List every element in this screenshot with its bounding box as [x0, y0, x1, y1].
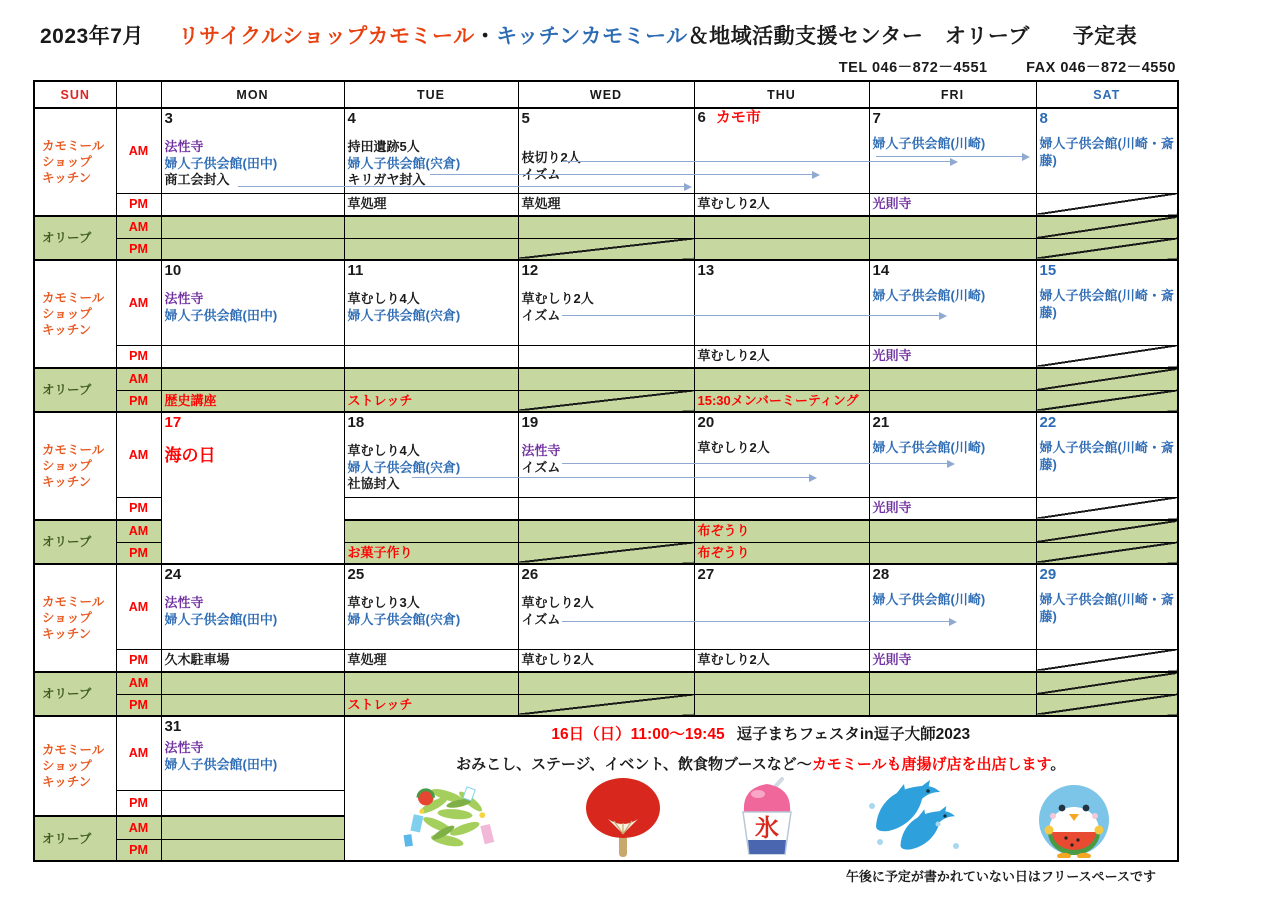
weekday-header-row: [34, 81, 1178, 108]
cell-w5-oam-mon: [161, 816, 344, 839]
row-label-olive: オリーブ: [34, 216, 116, 260]
cell-w2-opm-thu: [694, 390, 869, 412]
cell-w1-opm-wed-crossed: [518, 238, 694, 260]
cell-w1-am-thu: [694, 108, 869, 193]
event: 婦人子供会館(田中): [164, 307, 278, 323]
festival-title: 逗子まちフェスタin逗子大師2023: [736, 726, 971, 743]
pm-label: PM: [116, 790, 161, 816]
cell-w1-opm-fri: [869, 238, 1036, 260]
cell-w4-oam-tue: [344, 672, 518, 694]
event: 草むしり2人: [697, 348, 770, 364]
day-number: 19: [521, 414, 539, 431]
tanabata-bamboo-icon: [396, 782, 514, 858]
day-number: 5: [521, 110, 530, 127]
dolphins-icon: [866, 780, 966, 858]
cell-w3-am-fri: [869, 412, 1036, 497]
cell-w2-oam-wed: [518, 368, 694, 390]
row-label-olive: オリーブ: [34, 672, 116, 716]
cell-w4-oam-mon: [161, 672, 344, 694]
cell-w1-am-sat: [1036, 108, 1178, 193]
event: 草むしり2人: [697, 196, 770, 212]
event: 光則寺: [872, 652, 912, 668]
cell-w1-pm-mon: [161, 193, 344, 216]
cell-w3-oam-tue: [344, 520, 518, 542]
day-number: 17: [164, 414, 182, 431]
cell-w1-oam-thu: [694, 216, 869, 238]
cell-w2-oam-tue: [344, 368, 518, 390]
day-number: 6: [697, 109, 706, 126]
cell-w4-pm-wed: [518, 649, 694, 672]
cell-w3-opm-fri: [869, 542, 1036, 564]
day-number: 13: [697, 262, 715, 279]
header-fri: FRI: [869, 81, 1036, 108]
schedule-table: [33, 80, 1179, 862]
event: 婦人子供会館(川崎・斎藤): [1039, 136, 1174, 168]
title-kitchen: キッチンカモミール: [496, 25, 688, 48]
festival-announcement: [344, 716, 1178, 861]
event: 婦人子供会館(川崎): [872, 136, 986, 151]
cell-w1-oam-mon: [161, 216, 344, 238]
title-month: 2023年7月: [40, 25, 144, 48]
olive-pm-label: PM: [116, 542, 161, 564]
cell-w1-pm-thu: [694, 193, 869, 216]
pm-label: PM: [116, 497, 161, 520]
cell-w5-opm-mon: [161, 839, 344, 861]
cell-w1-oam-tue: [344, 216, 518, 238]
cell-w3-opm-tue: [344, 542, 518, 564]
row-label-olive: オリーブ: [34, 816, 116, 861]
cell-w4-am-thu: [694, 564, 869, 649]
cell-w3-am-thu: [694, 412, 869, 497]
event: 法性寺: [164, 595, 204, 610]
day-number: 22: [1039, 414, 1057, 431]
schedule-arrow: [412, 477, 815, 478]
event: 枝切り2人: [521, 150, 581, 165]
cell-w2-pm-thu: [694, 345, 869, 368]
event: 婦人子供会館(川崎): [872, 592, 986, 607]
cell-w4-opm-tue: [344, 694, 518, 716]
cell-w1-opm-thu: [694, 238, 869, 260]
cell-w4-pm-thu: [694, 649, 869, 672]
cell-w4-oam-sat-crossed: [1036, 672, 1178, 694]
tel-number: TEL 046－872－4551: [838, 60, 988, 76]
row-label-chamomile: カモミール ショップ キッチン: [34, 412, 116, 520]
contact-line: [839, 56, 1176, 77]
olive-pm-label: PM: [116, 390, 161, 412]
cell-w2-am-wed: [518, 260, 694, 345]
cell-w4-opm-thu: [694, 694, 869, 716]
row-label-chamomile: カモミール ショップ キッチン: [34, 716, 116, 816]
cell-w4-opm-mon: [161, 694, 344, 716]
pm-label: PM: [116, 345, 161, 368]
event: 法性寺: [164, 291, 204, 306]
event: 草処理: [347, 196, 387, 212]
cell-w1-am-tue: [344, 108, 518, 193]
event: 歴史講座: [164, 392, 217, 408]
cell-w3-oam-wed: [518, 520, 694, 542]
cell-w1-am-mon: [161, 108, 344, 193]
event: 光則寺: [872, 500, 912, 516]
header-thu: THU: [694, 81, 869, 108]
cell-w2-pm-tue: [344, 345, 518, 368]
cell-w2-pm-wed: [518, 345, 694, 368]
title-rest: ＆地域活動支援センター オリーブ 予定表: [687, 25, 1138, 48]
day-number: 25: [347, 566, 365, 583]
row-label-chamomile: カモミール ショップ キッチン: [34, 260, 116, 368]
event: 法性寺: [164, 740, 204, 755]
cell-w2-am-mon: [161, 260, 344, 345]
event: 草処理: [521, 196, 561, 212]
event: 婦人子供会館(宍倉): [347, 155, 461, 171]
event: イズム: [521, 459, 561, 475]
event: 婦人子供会館(川崎): [872, 288, 986, 303]
schedule-arrow: [562, 621, 955, 622]
event: 草処理: [347, 652, 387, 668]
day-number: 14: [872, 262, 890, 279]
day-number: 8: [1039, 110, 1048, 127]
olive-pm-label: PM: [116, 839, 161, 861]
event: 婦人子供会館(宍倉): [347, 459, 461, 475]
row-label-chamomile: カモミール ショップ キッチン: [34, 108, 116, 216]
cell-w2-oam-sat-crossed: [1036, 368, 1178, 390]
cell-w1-oam-wed: [518, 216, 694, 238]
header-mon: MON: [161, 81, 344, 108]
event: 草むしり2人: [521, 291, 594, 306]
cell-w3-am-wed: [518, 412, 694, 497]
shaved-ice-icon: [733, 776, 801, 858]
cell-w4-am-mon: [161, 564, 344, 649]
cell-w3-pm-tue: [344, 497, 518, 520]
page-title: [40, 20, 1137, 50]
day-number: 24: [164, 566, 182, 583]
event: 草むしり2人: [521, 595, 594, 610]
cell-w1-pm-sat-crossed: [1036, 193, 1178, 216]
day-number: 28: [872, 566, 890, 583]
cell-w3-pm-wed: [518, 497, 694, 520]
event: 婦人子供会館(田中): [164, 155, 278, 171]
cell-w4-oam-wed: [518, 672, 694, 694]
holiday-label: 海の日: [164, 446, 216, 465]
cell-w4-oam-thu: [694, 672, 869, 694]
cell-w2-oam-mon: [161, 368, 344, 390]
cell-w4-pm-fri: [869, 649, 1036, 672]
event: 草むしり3人: [347, 595, 420, 610]
cell-w4-am-tue: [344, 564, 518, 649]
event: 草むしり2人: [697, 652, 770, 668]
cell-w2-opm-wed-crossed: [518, 390, 694, 412]
cell-w4-opm-wed-crossed: [518, 694, 694, 716]
event: 婦人子供会館(田中): [164, 756, 278, 772]
cell-w2-am-fri: [869, 260, 1036, 345]
cell-w1-pm-wed: [518, 193, 694, 216]
festival-line1: [348, 722, 1175, 744]
svg-text:氷: 氷: [754, 815, 779, 842]
event: イズム: [521, 611, 561, 627]
event: 布ぞうり: [697, 544, 750, 560]
cell-w4-opm-fri: [869, 694, 1036, 716]
cell-w3-am-tue: [344, 412, 518, 497]
day-number: 26: [521, 566, 539, 583]
cell-w2-am-sat: [1036, 260, 1178, 345]
day-number: 27: [697, 566, 715, 583]
cell-w1-opm-mon: [161, 238, 344, 260]
cell-w2-oam-thu: [694, 368, 869, 390]
event: 草むしり4人: [347, 291, 420, 306]
cell-w1-pm-tue: [344, 193, 518, 216]
pm-label: PM: [116, 649, 161, 672]
cell-w3-opm-thu: [694, 542, 869, 564]
cell-w1-opm-sat-crossed: [1036, 238, 1178, 260]
event: 草むしり4人: [347, 443, 420, 458]
event: 社協封入: [347, 476, 400, 491]
cell-w2-pm-sat-crossed: [1036, 345, 1178, 368]
event: 商工会封入: [164, 172, 230, 187]
day-number: 10: [164, 262, 182, 279]
am-label: AM: [116, 564, 161, 649]
event: 法性寺: [521, 443, 561, 458]
am-label: AM: [116, 108, 161, 193]
cell-w2-opm-mon: [161, 390, 344, 412]
schedule-arrow: [430, 174, 818, 175]
cell-w4-am-wed: [518, 564, 694, 649]
event: 光則寺: [872, 348, 912, 364]
olive-am-label: AM: [116, 216, 161, 238]
row-label-chamomile: カモミール ショップ キッチン: [34, 564, 116, 672]
schedule-arrow: [562, 315, 945, 316]
schedule-arrow: [876, 156, 1028, 157]
cell-w2-opm-tue: [344, 390, 518, 412]
title-shop: リサイクルショップカモミール: [178, 25, 475, 48]
event: 法性寺: [164, 139, 204, 154]
event: ストレッチ: [347, 696, 413, 712]
event: 15:30メンバーミーティング: [697, 392, 859, 408]
cell-w4-pm-tue: [344, 649, 518, 672]
cell-w5-pm-mon: [161, 790, 344, 816]
footer-note: 午後に予定が書かれていない日はフリースペースです: [845, 869, 1156, 884]
schedule-arrow: [238, 186, 690, 187]
cell-w2-opm-sat-crossed: [1036, 390, 1178, 412]
am-label: AM: [116, 412, 161, 497]
olive-am-label: AM: [116, 816, 161, 839]
event: 婦人子供会館(川崎・斎藤): [1039, 440, 1174, 472]
olive-pm-label: PM: [116, 238, 161, 260]
festival-datetime: 16日（日）11:00～19:45: [551, 726, 725, 743]
header-blank: [116, 81, 161, 108]
cell-w1-opm-tue: [344, 238, 518, 260]
cell-w1-am-fri: [869, 108, 1036, 193]
event: イズム: [521, 166, 561, 182]
day-number: 4: [347, 110, 356, 127]
summer-icons-row: [348, 774, 1175, 860]
title-dot: ・: [474, 25, 497, 48]
event: 婦人子供会館(川崎・斎藤): [1039, 592, 1174, 624]
day-number: 31: [164, 718, 182, 735]
uchiwa-fan-icon: [579, 778, 667, 858]
cell-w2-am-tue: [344, 260, 518, 345]
header-tue: TUE: [344, 81, 518, 108]
cell-w1-pm-fri: [869, 193, 1036, 216]
header-sun: SUN: [34, 81, 116, 108]
event: 婦人子供会館(宍倉): [347, 307, 461, 323]
cell-w3-oam-sat-crossed: [1036, 520, 1178, 542]
festival-line2: おみこし、ステージ、イベント、飲食物ブースなど～カモミールも唐揚げ店を出店します。: [456, 756, 1066, 773]
header-sat: SAT: [1036, 81, 1178, 108]
event: イズム: [521, 307, 561, 323]
schedule-arrow: [562, 463, 953, 464]
kamoichi-label: カモ市: [715, 109, 761, 126]
event: 婦人子供会館(川崎): [872, 440, 986, 455]
cell-w2-pm-fri: [869, 345, 1036, 368]
cell-w1-oam-sat-crossed: [1036, 216, 1178, 238]
penguin-watermelon-icon: [1032, 778, 1116, 858]
cell-w3-am-sat: [1036, 412, 1178, 497]
event: 草むしり2人: [697, 440, 770, 455]
cell-w3-opm-sat-crossed: [1036, 542, 1178, 564]
olive-am-label: AM: [116, 672, 161, 694]
event: ストレッチ: [347, 392, 413, 408]
cell-w2-am-thu: [694, 260, 869, 345]
cell-w4-oam-fri: [869, 672, 1036, 694]
event: お菓子作り: [347, 544, 413, 560]
day-number: 18: [347, 414, 365, 431]
day-number: 29: [1039, 566, 1057, 583]
event: 布ぞうり: [697, 523, 750, 539]
day-number: 7: [872, 110, 881, 127]
day-number: 11: [347, 262, 364, 279]
event: 久木駐車場: [164, 652, 230, 668]
am-label: AM: [116, 260, 161, 345]
olive-pm-label: PM: [116, 694, 161, 716]
schedule-arrow: [562, 161, 956, 162]
event: 光則寺: [872, 196, 912, 212]
event: 婦人子供会館(田中): [164, 611, 278, 627]
day-number: 12: [521, 262, 539, 279]
olive-am-label: AM: [116, 368, 161, 390]
event: 婦人子供会館(宍倉): [347, 611, 461, 627]
cell-w4-opm-sat-crossed: [1036, 694, 1178, 716]
event: キリガヤ封入: [347, 172, 426, 187]
pm-label: PM: [116, 193, 161, 216]
cell-w3-mon-holiday: [161, 412, 344, 564]
cell-w3-pm-fri: [869, 497, 1036, 520]
day-number: 15: [1039, 262, 1057, 279]
cell-w4-pm-sat-crossed: [1036, 649, 1178, 672]
day-number: 3: [164, 110, 173, 127]
day-number: 21: [872, 414, 890, 431]
cell-w2-opm-fri: [869, 390, 1036, 412]
cell-w3-oam-fri: [869, 520, 1036, 542]
cell-w5-am-mon: [161, 716, 344, 790]
fax-number: FAX 046－872－4550: [1026, 60, 1176, 76]
row-label-olive: オリーブ: [34, 520, 116, 564]
cell-w4-pm-mon: [161, 649, 344, 672]
cell-w1-am-wed: [518, 108, 694, 193]
am-label: AM: [116, 716, 161, 790]
olive-am-label: AM: [116, 520, 161, 542]
event: 草むしり2人: [521, 652, 594, 668]
row-label-olive: オリーブ: [34, 368, 116, 412]
event: 婦人子供会館(川崎・斎藤): [1039, 288, 1174, 320]
cell-w3-oam-thu: [694, 520, 869, 542]
cell-w2-oam-fri: [869, 368, 1036, 390]
cell-w2-pm-mon: [161, 345, 344, 368]
cell-w3-pm-sat-crossed: [1036, 497, 1178, 520]
event: 持田遺跡5人: [347, 139, 420, 154]
cell-w3-pm-thu: [694, 497, 869, 520]
cell-w4-am-fri: [869, 564, 1036, 649]
header-wed: WED: [518, 81, 694, 108]
cell-w1-oam-fri: [869, 216, 1036, 238]
cell-w3-opm-wed-crossed: [518, 542, 694, 564]
cell-w4-am-sat: [1036, 564, 1178, 649]
day-number: 20: [697, 414, 715, 431]
